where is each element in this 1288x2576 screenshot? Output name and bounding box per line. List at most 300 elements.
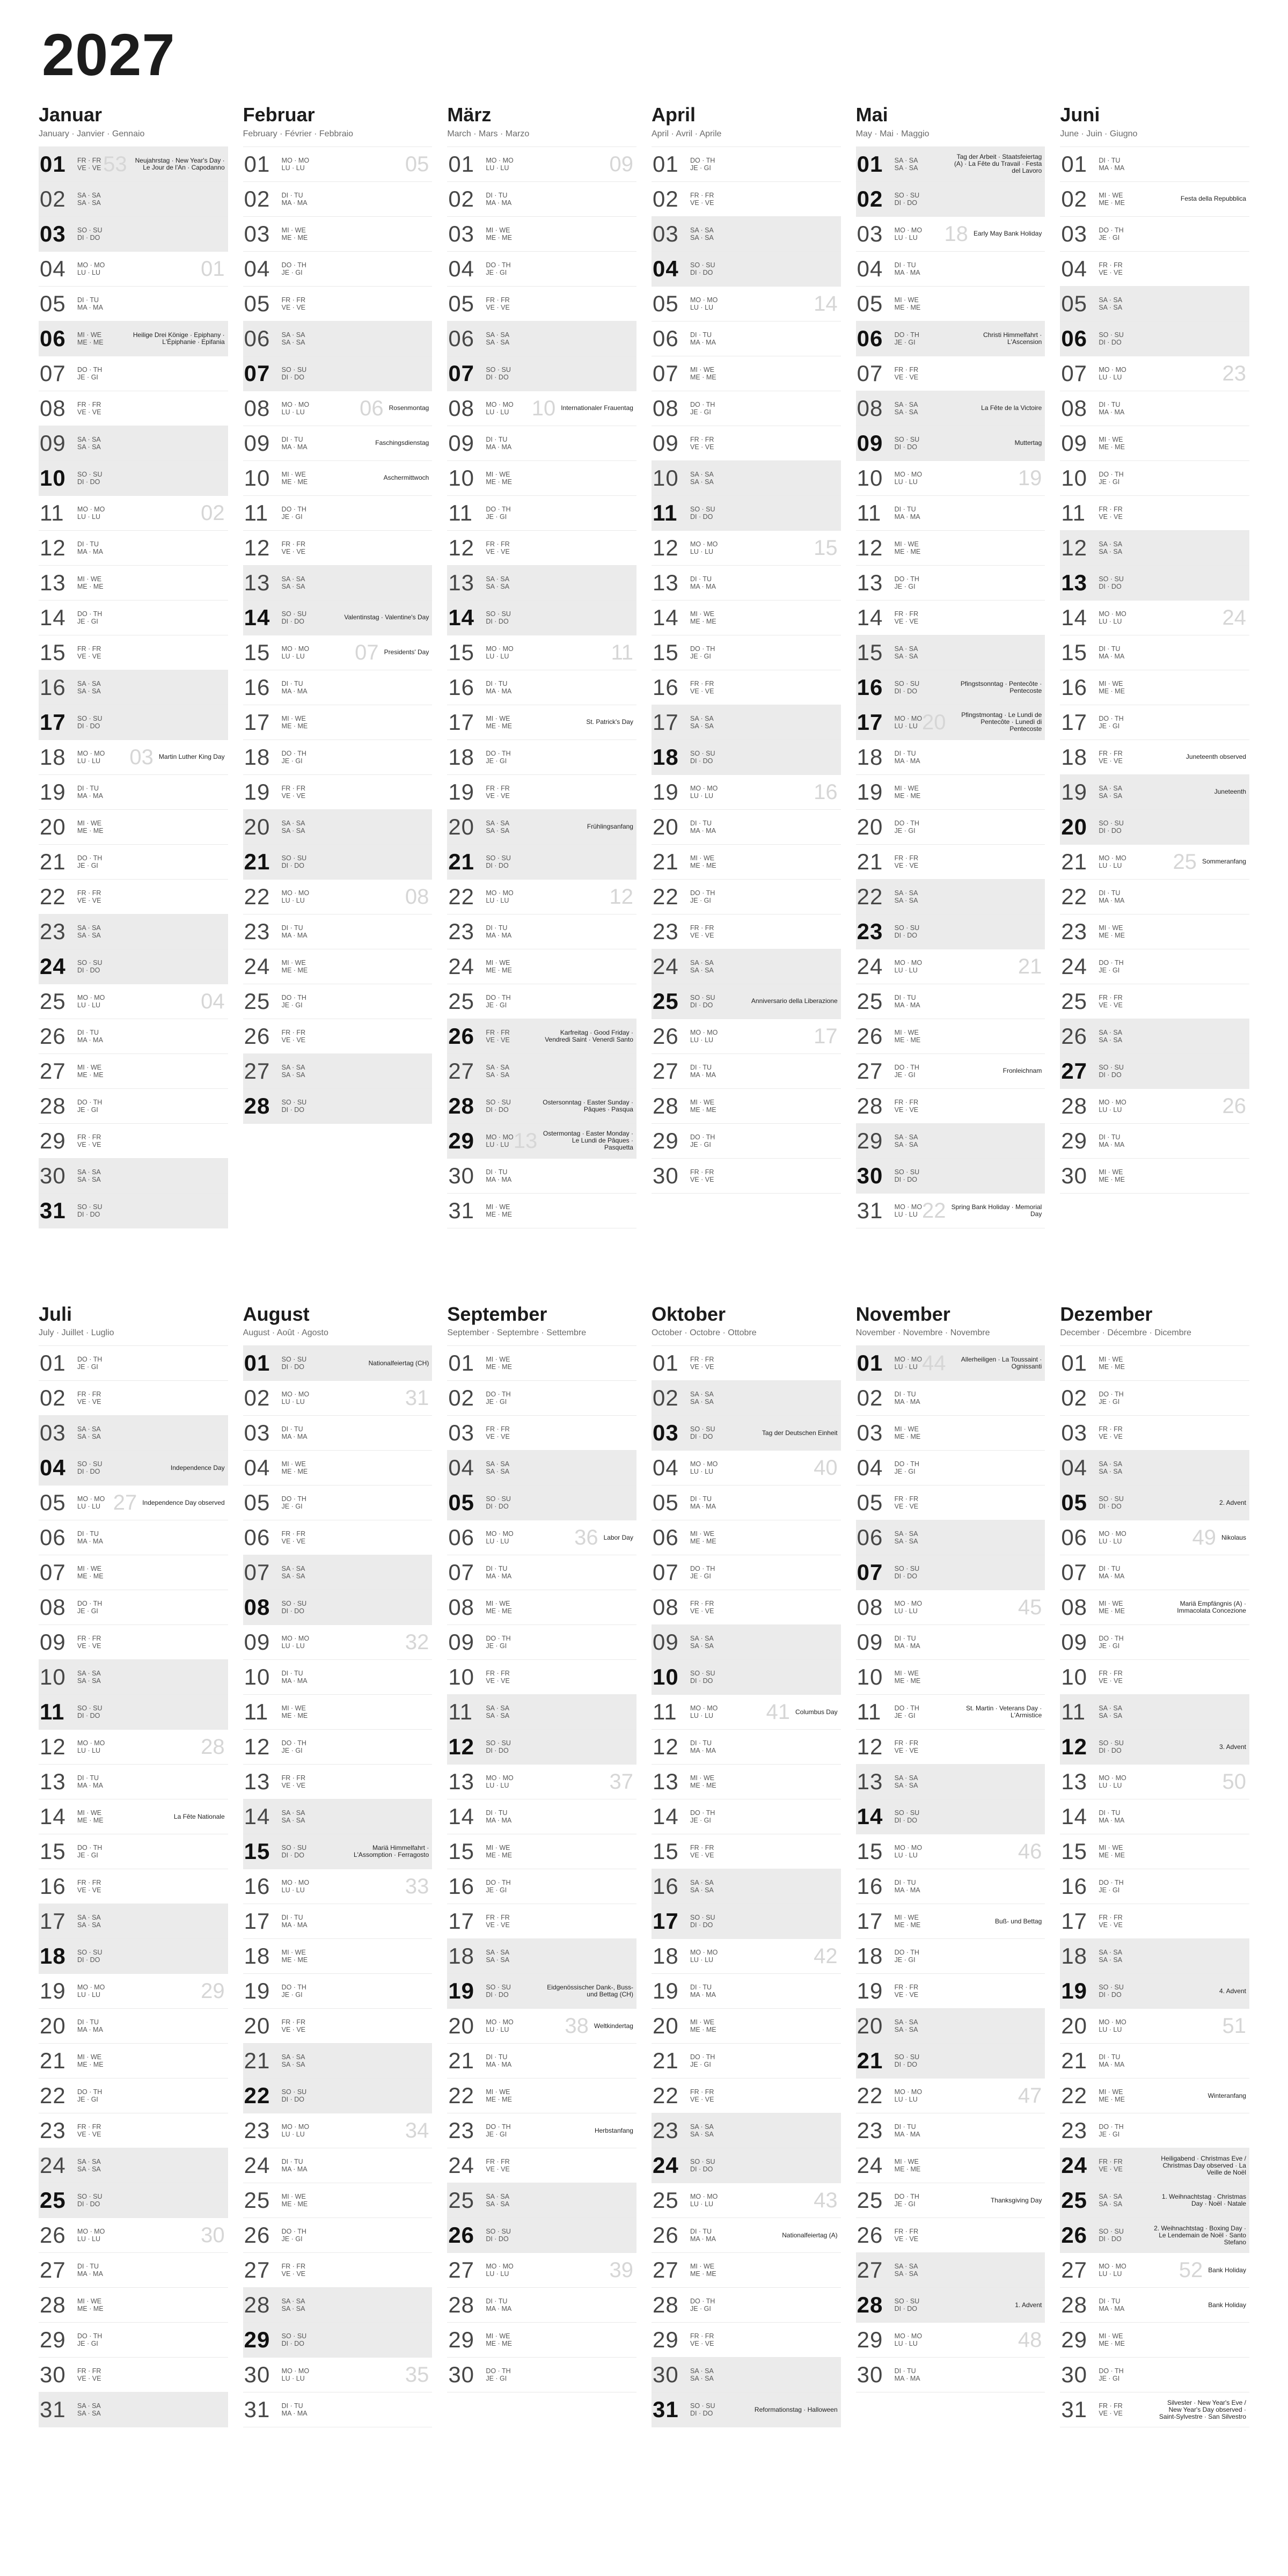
- day-september-09: [447, 1625, 636, 1660]
- day-januar-19: [39, 775, 228, 810]
- month-subtitle: June · Juin · Giugno: [1060, 129, 1138, 138]
- day-abbrev-line2: DI · DO: [894, 1817, 918, 1825]
- day-number: 30: [40, 2362, 66, 2388]
- day-abbrev: [895, 1565, 920, 1580]
- day-februar-08: [243, 391, 433, 426]
- day-annotations: [113, 1492, 225, 1513]
- day-number: 03: [857, 221, 883, 246]
- day-number: 07: [652, 360, 679, 386]
- day-abbrev-line2: JE · GI: [1099, 722, 1120, 730]
- day-mai-31: [856, 1194, 1045, 1228]
- day-abbrev-line1: DI · TU: [77, 1028, 99, 1036]
- day-number: 11: [244, 1699, 269, 1725]
- day-number: 24: [652, 953, 679, 979]
- day-abbrev-line2: DI · DO: [894, 199, 918, 207]
- day-abbrev-line1: DI · TU: [1099, 2297, 1121, 2306]
- day-m-rz-25: [447, 984, 636, 1019]
- day-abbrev: [690, 1495, 716, 1510]
- month-days: [856, 1345, 1045, 2392]
- day-abbrev: [282, 1460, 308, 1475]
- day-annotations: [814, 1945, 838, 1967]
- day-number: 01: [40, 151, 66, 177]
- day-abbrev-line1: SA · SA: [486, 1460, 510, 1468]
- day-number: 01: [857, 151, 883, 177]
- day-abbrev: [282, 1029, 305, 1044]
- day-abbrev-line2: VE · VE: [894, 861, 919, 869]
- day-abbrev-line1: FR · FR: [77, 1635, 101, 1643]
- day-number: 25: [448, 2187, 475, 2213]
- day-abbrev: [77, 1356, 102, 1371]
- day-abbrev: [282, 1495, 306, 1510]
- day-number: 21: [652, 2048, 679, 2074]
- day-number: 12: [1061, 535, 1088, 560]
- day-juli-07: [39, 1555, 228, 1590]
- day-number: 07: [652, 1560, 679, 1585]
- day-november-30: [856, 2358, 1045, 2392]
- day-abbrev-line1: FR · FR: [77, 1879, 101, 1887]
- day-number: 06: [857, 325, 883, 351]
- day-abbrev-line2: JE · GI: [486, 1001, 507, 1009]
- day-number: 25: [652, 988, 679, 1014]
- day-abbrev: [690, 1739, 716, 1754]
- day-m-rz-15: [447, 635, 636, 670]
- day-februar-10: [243, 461, 433, 496]
- week-number: 39: [609, 2258, 633, 2282]
- day-abbrev: [690, 1460, 718, 1475]
- day-abbrev: [486, 331, 509, 346]
- day-number: 05: [1061, 290, 1088, 316]
- day-abbrev-line2: LU · LU: [281, 1886, 305, 1894]
- holiday-label: St. Martin · Veterans Day · L'Armistice: [965, 1704, 1042, 1719]
- day-number: 02: [652, 1385, 679, 1411]
- day-juli-27: [39, 2253, 228, 2288]
- day-number: 11: [40, 500, 64, 525]
- day-abbrev: [486, 192, 511, 207]
- day-dezember-06: [1060, 1520, 1249, 1555]
- day-dezember-09: [1060, 1625, 1249, 1660]
- day-abbrev-line1: DI · TU: [894, 1879, 916, 1887]
- day-abbrev-line2: MA · MA: [894, 1398, 920, 1406]
- day-number: 25: [652, 2187, 679, 2213]
- day-number: 28: [1061, 1093, 1088, 1118]
- day-abbrev-line1: SA · SA: [1099, 1704, 1123, 1713]
- day-februar-24: [243, 949, 433, 984]
- day-abbrev: [282, 2158, 308, 2173]
- week-number: 11: [611, 640, 633, 664]
- day-abbrev-line1: MO · MO: [894, 226, 923, 234]
- day-november-17: [856, 1904, 1045, 1939]
- holiday-label: Festa della Repubblica: [1180, 195, 1246, 203]
- day-abbrev-line1: MO · MO: [1099, 365, 1126, 374]
- day-abbrev-line2: JE · GI: [77, 1106, 98, 1114]
- day-juni-17: [1060, 705, 1249, 740]
- holiday-label: 1. Weihnachtstag · Christmas Day · Noël · Natale: [1161, 2193, 1246, 2208]
- day-oktober-31: [652, 2392, 841, 2427]
- day-abbrev-line1: SO · SU: [894, 2053, 920, 2061]
- day-abbrev-line1: MO · MO: [281, 1635, 310, 1643]
- day-number: 16: [1061, 1874, 1088, 1899]
- month-subtitle: January · Janvier · Gennaio: [39, 129, 145, 138]
- day-m-rz-06: [447, 321, 636, 356]
- day-annotations: [1018, 1841, 1042, 1862]
- day-januar-05: [39, 287, 228, 321]
- day-abbrev-line2: DI · DO: [1099, 338, 1122, 346]
- day-abbrev-line1: SO · SU: [281, 365, 307, 374]
- day-abbrev: [486, 506, 510, 521]
- day-annotations: [922, 1352, 1042, 1374]
- day-abbrev: [486, 1356, 512, 1371]
- day-number: 22: [652, 2083, 679, 2109]
- day-m-rz-08: [447, 391, 636, 426]
- week-number: 42: [814, 1944, 838, 1968]
- day-september-16: [447, 1869, 636, 1904]
- day-abbrev-line2: JE · GI: [486, 513, 507, 521]
- day-abbrev-line1: SO · SU: [77, 1704, 103, 1713]
- day-number: 08: [40, 395, 66, 421]
- day-number: 10: [1061, 465, 1088, 491]
- day-number: 04: [652, 1455, 679, 1481]
- day-number: 19: [1061, 779, 1088, 804]
- day-juni-11: [1060, 496, 1249, 531]
- day-number: 27: [857, 2257, 883, 2283]
- day-abbrev-line2: JE · GI: [281, 513, 303, 521]
- day-abbrev-line1: DO · TH: [77, 2332, 103, 2340]
- day-abbrev-line2: MA · MA: [894, 2375, 920, 2383]
- day-abbrev-line1: DI · TU: [77, 784, 99, 792]
- month-mai: [856, 104, 1045, 1228]
- day-number: 25: [40, 2187, 66, 2213]
- day-number: 20: [857, 814, 883, 839]
- day-abbrev-line1: SO · SU: [486, 1098, 511, 1106]
- day-abbrev-line2: DI · DO: [281, 861, 305, 869]
- day-number: 19: [652, 1978, 679, 2004]
- day-abbrev: [690, 819, 716, 835]
- day-abbrev-line1: SO · SU: [894, 1168, 920, 1176]
- day-juni-07: [1060, 356, 1249, 391]
- day-abbrev: [690, 1391, 714, 1406]
- day-annotations: [201, 258, 225, 280]
- day-abbrev-line2: JE · GI: [77, 617, 98, 625]
- day-number: 02: [857, 1385, 883, 1411]
- day-number: 06: [40, 325, 66, 351]
- day-abbrev-line2: JE · GI: [1099, 1398, 1120, 1406]
- day-number: 09: [1061, 1629, 1088, 1655]
- day-abbrev-line1: FR · FR: [281, 540, 306, 548]
- day-abbrev-line2: SA · SA: [77, 2410, 101, 2418]
- day-abbrev: [895, 2228, 918, 2243]
- day-abbrev-line1: SO · SU: [690, 1425, 715, 1433]
- holiday-label: Mariä Empfängnis (A) · Immacolata Concezione: [1177, 1600, 1246, 1615]
- day-number: 24: [244, 2153, 270, 2178]
- day-juni-30: [1060, 1159, 1249, 1194]
- day-januar-22: [39, 880, 228, 914]
- day-abbrev: [895, 1099, 918, 1114]
- day-abbrev: [1099, 1495, 1124, 1510]
- day-number: 29: [1061, 1128, 1088, 1153]
- day-september-20: [447, 2009, 636, 2044]
- day-abbrev-line1: MI · WE: [1099, 1168, 1123, 1176]
- holiday-label: La Fête de la Victoire: [981, 404, 1042, 412]
- day-april-27: [652, 1054, 841, 1089]
- day-abbrev-line2: SA · SA: [690, 1642, 714, 1650]
- day-number: 06: [448, 325, 475, 351]
- day-juli-31: [39, 2392, 228, 2427]
- day-abbrev-line2: DI · DO: [690, 2410, 713, 2418]
- day-number: 06: [857, 1525, 883, 1550]
- day-april-15: [652, 635, 841, 670]
- day-annotations: [1222, 607, 1246, 628]
- holiday-label: Columbus Day: [795, 1708, 838, 1716]
- day-dezember-18: [1060, 1939, 1249, 1974]
- day-abbrev: [1099, 715, 1123, 730]
- day-dezember-05: [1060, 1485, 1249, 1520]
- day-abbrev-line2: VE · VE: [486, 547, 510, 555]
- day-abbrev-line1: DI · TU: [77, 2263, 99, 2271]
- day-abbrev-line2: VE · VE: [77, 1398, 101, 1406]
- day-september-26: [447, 2218, 636, 2253]
- day-juni-19: [1060, 775, 1249, 810]
- day-abbrev-line2: LU · LU: [690, 547, 714, 555]
- day-dezember-30: [1060, 2358, 1249, 2392]
- day-abbrev-line1: SO · SU: [281, 1600, 307, 1608]
- day-number: 16: [652, 674, 679, 700]
- day-juni-22: [1060, 880, 1249, 914]
- day-annotations: [814, 2190, 838, 2211]
- day-juli-02: [39, 1381, 228, 1416]
- day-abbrev-line1: DO · TH: [77, 610, 103, 618]
- day-abbrev: [282, 157, 309, 172]
- day-abbrev-line1: MO · MO: [77, 1739, 105, 1747]
- day-number: 15: [448, 639, 475, 665]
- day-abbrev: [690, 1530, 716, 1545]
- day-number: 24: [40, 953, 66, 979]
- day-abbrev-line2: SA · SA: [1099, 1468, 1123, 1476]
- day-september-24: [447, 2148, 636, 2183]
- week-number: 24: [1222, 605, 1246, 630]
- day-number: 01: [857, 1350, 883, 1376]
- day-abbrev: [895, 889, 918, 904]
- day-m-rz-07: [447, 356, 636, 391]
- day-abbrev-line2: MA · MA: [486, 687, 512, 695]
- day-abbrev: [486, 1809, 511, 1824]
- day-abbrev-line1: DO · TH: [690, 1565, 715, 1573]
- day-abbrev-line1: SO · SU: [486, 365, 511, 374]
- day-august-08: [243, 1590, 433, 1625]
- day-number: 26: [652, 2222, 679, 2248]
- day-mai-23: [856, 914, 1045, 949]
- day-januar-26: [39, 1019, 228, 1054]
- day-abbrev: [77, 366, 102, 381]
- day-abbrev-line2: MA · MA: [690, 2235, 716, 2243]
- day-november-13: [856, 1765, 1045, 1799]
- day-abbrev-line1: MO · MO: [486, 1133, 514, 1141]
- day-number: 04: [1061, 1455, 1088, 1481]
- day-number: 29: [1061, 2327, 1088, 2353]
- holiday-label: Nikolaus: [1221, 1533, 1246, 1541]
- day-abbrev-line1: SA · SA: [77, 1425, 101, 1433]
- day-annotations: [405, 2120, 429, 2141]
- day-abbrev-line2: JE · GI: [486, 1642, 507, 1650]
- day-abbrev: [1099, 366, 1126, 381]
- day-august-28: [243, 2288, 433, 2323]
- day-abbrev: [486, 1565, 511, 1580]
- day-abbrev-line1: DO · TH: [894, 1460, 919, 1468]
- day-abbrev-line1: MI · WE: [77, 1063, 102, 1071]
- day-abbrev-line2: MA · MA: [281, 2410, 308, 2418]
- day-abbrev: [486, 226, 512, 241]
- day-abbrev-line2: LU · LU: [281, 2375, 305, 2383]
- day-dezember-26: [1060, 2218, 1249, 2253]
- day-number: 27: [448, 2257, 475, 2283]
- day-abbrev-line2: JE · GI: [894, 2200, 916, 2208]
- day-abbrev-line1: FR · FR: [690, 1844, 714, 1852]
- day-number: 25: [40, 988, 66, 1014]
- day-annotations: [1015, 440, 1042, 447]
- day-abbrev: [282, 1914, 308, 1929]
- day-abbrev-line2: VE · VE: [1099, 513, 1123, 521]
- day-abbrev-line2: SA · SA: [690, 478, 714, 486]
- day-abbrev-line1: SA · SA: [690, 226, 714, 234]
- day-abbrev-line2: VE · VE: [690, 1363, 714, 1371]
- day-abbrev-line1: MI · WE: [1099, 435, 1123, 443]
- day-oktober-20: [652, 2009, 841, 2044]
- day-number: 16: [448, 674, 475, 700]
- day-abbrev-line1: FR · FR: [281, 1774, 306, 1782]
- day-abbrev-line2: ME · ME: [690, 1538, 716, 1546]
- day-januar-12: [39, 531, 228, 566]
- day-abbrev-line2: DI · DO: [281, 1851, 305, 1860]
- day-juli-01: [39, 1346, 228, 1381]
- day-number: 12: [244, 535, 270, 560]
- day-annotations: [922, 1200, 1042, 1221]
- day-abbrev: [895, 1879, 920, 1894]
- day-abbrev-line1: DI · TU: [77, 1530, 99, 1538]
- day-abbrev-line1: DO · TH: [486, 261, 511, 269]
- day-abbrev: [690, 2158, 715, 2173]
- day-number: 06: [40, 1525, 66, 1550]
- day-abbrev-line1: SA · SA: [1099, 1460, 1123, 1468]
- day-abbrev-line1: SA · SA: [77, 2158, 101, 2166]
- month-m-rz: [447, 104, 636, 1228]
- day-number: 20: [244, 814, 270, 839]
- month-name: Oktober: [651, 1302, 726, 1325]
- day-abbrev-line2: LU · LU: [894, 966, 918, 974]
- day-number: 12: [652, 1734, 679, 1760]
- day-abbrev: [1099, 2263, 1126, 2278]
- day-abbrev: [486, 366, 511, 381]
- day-abbrev-line2: ME · ME: [77, 1572, 104, 1580]
- day-abbrev-line2: JE · GI: [486, 2131, 507, 2139]
- day-februar-16: [243, 670, 433, 705]
- day-abbrev-line1: SO · SU: [486, 610, 511, 618]
- day-abbrev: [486, 2193, 509, 2208]
- holiday-label: Rosenmontag: [389, 404, 429, 412]
- day-annotations: [995, 1918, 1042, 1925]
- day-abbrev: [77, 1203, 103, 1218]
- day-abbrev-line2: ME · ME: [1099, 931, 1125, 939]
- day-number: 26: [1061, 1023, 1088, 1049]
- day-abbrev: [690, 401, 715, 416]
- week-number: 32: [405, 1630, 429, 1655]
- day-abbrev-line1: SO · SU: [894, 1565, 920, 1573]
- day-number: 10: [448, 1664, 475, 1690]
- day-number: 13: [40, 1769, 66, 1795]
- day-abbrev-line1: DO · TH: [281, 261, 306, 269]
- day-abbrev-line2: MA · MA: [486, 199, 512, 207]
- day-abbrev: [282, 1356, 307, 1371]
- day-abbrev-line1: FR · FR: [690, 679, 714, 687]
- week-number: 30: [201, 2223, 225, 2248]
- day-number: 13: [652, 569, 679, 595]
- month-name: August: [243, 1302, 310, 1325]
- day-abbrev: [690, 1984, 716, 1999]
- day-abbrev-line2: VE · VE: [281, 1036, 306, 1044]
- day-annotations: [336, 1845, 429, 1858]
- day-abbrev: [77, 1530, 103, 1545]
- day-abbrev-line2: DI · DO: [690, 1677, 713, 1685]
- day-abbrev: [77, 1844, 102, 1859]
- day-abbrev-line1: DI · TU: [690, 1495, 712, 1503]
- day-august-16: [243, 1869, 433, 1904]
- day-abbrev-line1: SA · SA: [1099, 296, 1123, 304]
- day-abbrev-line1: DI · TU: [1099, 645, 1121, 653]
- day-april-30: [652, 1159, 841, 1194]
- day-number: 02: [652, 186, 679, 211]
- day-dezember-25: [1060, 2183, 1249, 2218]
- day-abbrev: [690, 1600, 714, 1615]
- day-abbrev: [486, 610, 511, 625]
- day-abbrev-line1: FR · FR: [486, 2158, 510, 2166]
- week-number: 40: [814, 1456, 838, 1480]
- day-abbrev-line1: DI · TU: [486, 1168, 508, 1176]
- day-abbrev-line2: MA · MA: [77, 2026, 103, 2034]
- day-abbrev-line2: DI · DO: [77, 722, 100, 730]
- day-abbrev-line1: DI · TU: [894, 261, 916, 269]
- day-number: 19: [448, 1978, 475, 2004]
- day-dezember-11: [1060, 1695, 1249, 1730]
- day-abbrev-line1: DI · TU: [77, 2018, 99, 2026]
- day-dezember-03: [1060, 1416, 1249, 1451]
- day-abbrev-line1: DO · TH: [1099, 1391, 1124, 1399]
- day-number: 29: [857, 1128, 883, 1153]
- day-number: 16: [857, 1874, 883, 1899]
- day-annotations: [344, 614, 429, 621]
- day-abbrev-line2: LU · LU: [894, 1363, 918, 1371]
- day-number: 09: [244, 1629, 270, 1655]
- day-abbrev: [895, 2332, 922, 2347]
- day-abbrev-line2: DI · DO: [690, 1001, 713, 1009]
- day-abbrev-line1: FR · FR: [690, 435, 714, 443]
- day-abbrev: [895, 1460, 919, 1475]
- week-number: 20: [922, 710, 946, 734]
- day-abbrev-line2: LU · LU: [486, 408, 509, 416]
- day-annotations: [1015, 2302, 1042, 2309]
- day-abbrev: [77, 1460, 103, 1475]
- day-number: 11: [652, 500, 678, 525]
- day-number: 18: [40, 744, 66, 770]
- day-abbrev-line1: DI · TU: [690, 575, 712, 583]
- day-abbrev-line2: ME · ME: [894, 792, 921, 800]
- day-abbrev-line2: VE · VE: [1099, 757, 1123, 765]
- day-abbrev-line1: SA · SA: [281, 2297, 305, 2306]
- day-abbrev-line1: DI · TU: [486, 2053, 508, 2061]
- day-number: 28: [448, 2292, 475, 2318]
- day-abbrev: [895, 1168, 920, 1183]
- day-abbrev: [77, 1064, 104, 1079]
- day-abbrev-line1: FR · FR: [690, 191, 714, 199]
- day-abbrev: [895, 959, 922, 974]
- day-abbrev-line1: DI · TU: [77, 1774, 99, 1782]
